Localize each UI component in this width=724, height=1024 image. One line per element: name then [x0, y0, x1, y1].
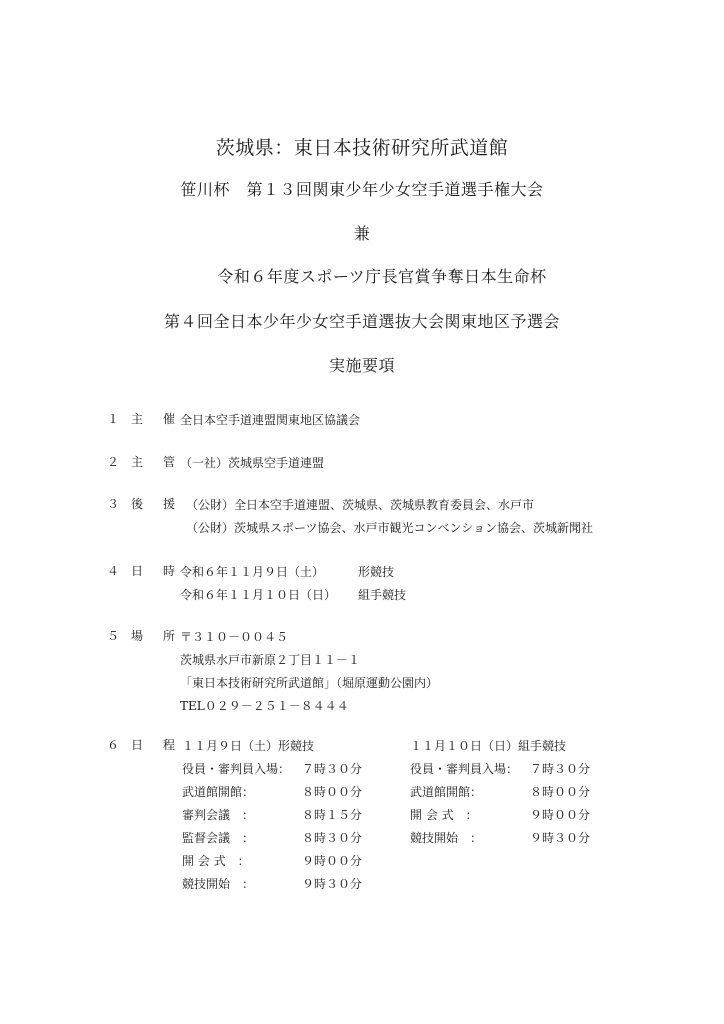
event-text: 形競技	[358, 565, 395, 579]
venue-name: 「東日本技術研究所武道館」（堀原運動公園内）	[180, 676, 439, 690]
schedule-row: 審判会議 ： ８時１５分	[182, 808, 363, 822]
schedule-day1	[182, 735, 362, 896]
schedule-row: 開 会 式 ： ９時００分	[410, 808, 591, 822]
postal-code: 〒３１０－００４５	[180, 630, 289, 644]
section-label: 主 管	[131, 455, 175, 469]
section-number: ６	[107, 738, 120, 752]
body-line: （一社）茨城県空手道連盟	[180, 456, 325, 470]
section-body	[180, 452, 324, 475]
phone-number: TEL０２９－２５１－８４４４	[180, 699, 349, 713]
section-body	[180, 626, 438, 718]
schedule-row: 監督会議 ： ８時３０分	[182, 831, 363, 845]
section-number: ４	[107, 564, 120, 578]
schedule-row: 武道館開館： ８時００分	[182, 785, 363, 799]
section-label: 日 時	[131, 564, 175, 578]
section-body	[186, 494, 593, 540]
section-label: 日 程	[131, 738, 175, 752]
section-label: 場 所	[131, 629, 175, 643]
section-number: ２	[107, 455, 120, 469]
section-heading: 実施要項	[328, 356, 395, 375]
section-body	[180, 561, 406, 607]
schedule-row: 役員・審判員入場： ７時３０分	[182, 762, 363, 776]
day-heading: １１月１０日（日）組手競技	[410, 739, 567, 753]
qualifier-name-line: 第４回全日本少年少女空手道選抜大会関東地区予選会	[163, 312, 560, 331]
date-text: 令和６年１１月９日（土）	[180, 565, 325, 579]
schedule-row	[180, 584, 406, 607]
combined-marker: 兼	[353, 224, 371, 243]
schedule-row: 競技開始 ： ９時３０分	[410, 831, 591, 845]
document-title: 茨城県：東日本技術研究所武道館	[215, 137, 509, 159]
event-name-line: 笹川杯 第１３回関東少年少女空手道選手権大会	[180, 180, 544, 199]
schedule-row: 競技開始 ： ９時３０分	[182, 877, 363, 891]
event-text: 組手競技	[358, 588, 407, 602]
body-line: （公財）茨城県スポーツ協会、水戸市観光コンベンション協会、茨城新聞社	[186, 521, 593, 535]
schedule-row: 開 会 式 ： ９時００分	[182, 854, 363, 868]
section-number: １	[107, 412, 120, 426]
day-heading: １１月９日（土）形競技	[182, 739, 315, 753]
section-label: 後 援	[131, 497, 175, 511]
section-label: 主 催	[131, 412, 175, 426]
schedule-row: 武道館開館： ８時００分	[410, 785, 591, 799]
schedule-row: 役員・審判員入場： ７時３０分	[410, 762, 591, 776]
section-number: ３	[107, 497, 120, 511]
schedule-day2	[410, 735, 590, 850]
schedule-row	[180, 561, 406, 584]
body-line: （公財）全日本空手道連盟、茨城県、茨城県教育委員会、水戸市	[186, 498, 535, 512]
event-subtitle-line: 令和６年度スポーツ庁長官賞争奪日本生命杯	[217, 267, 547, 286]
address-line: 茨城県水戸市新原２丁目１１－１	[180, 653, 361, 667]
section-body	[180, 409, 360, 432]
date-text: 令和６年１１月１０日（日）	[180, 588, 337, 602]
section-number: ５	[107, 629, 120, 643]
body-line: 全日本空手道連盟関東地区協議会	[180, 413, 361, 427]
